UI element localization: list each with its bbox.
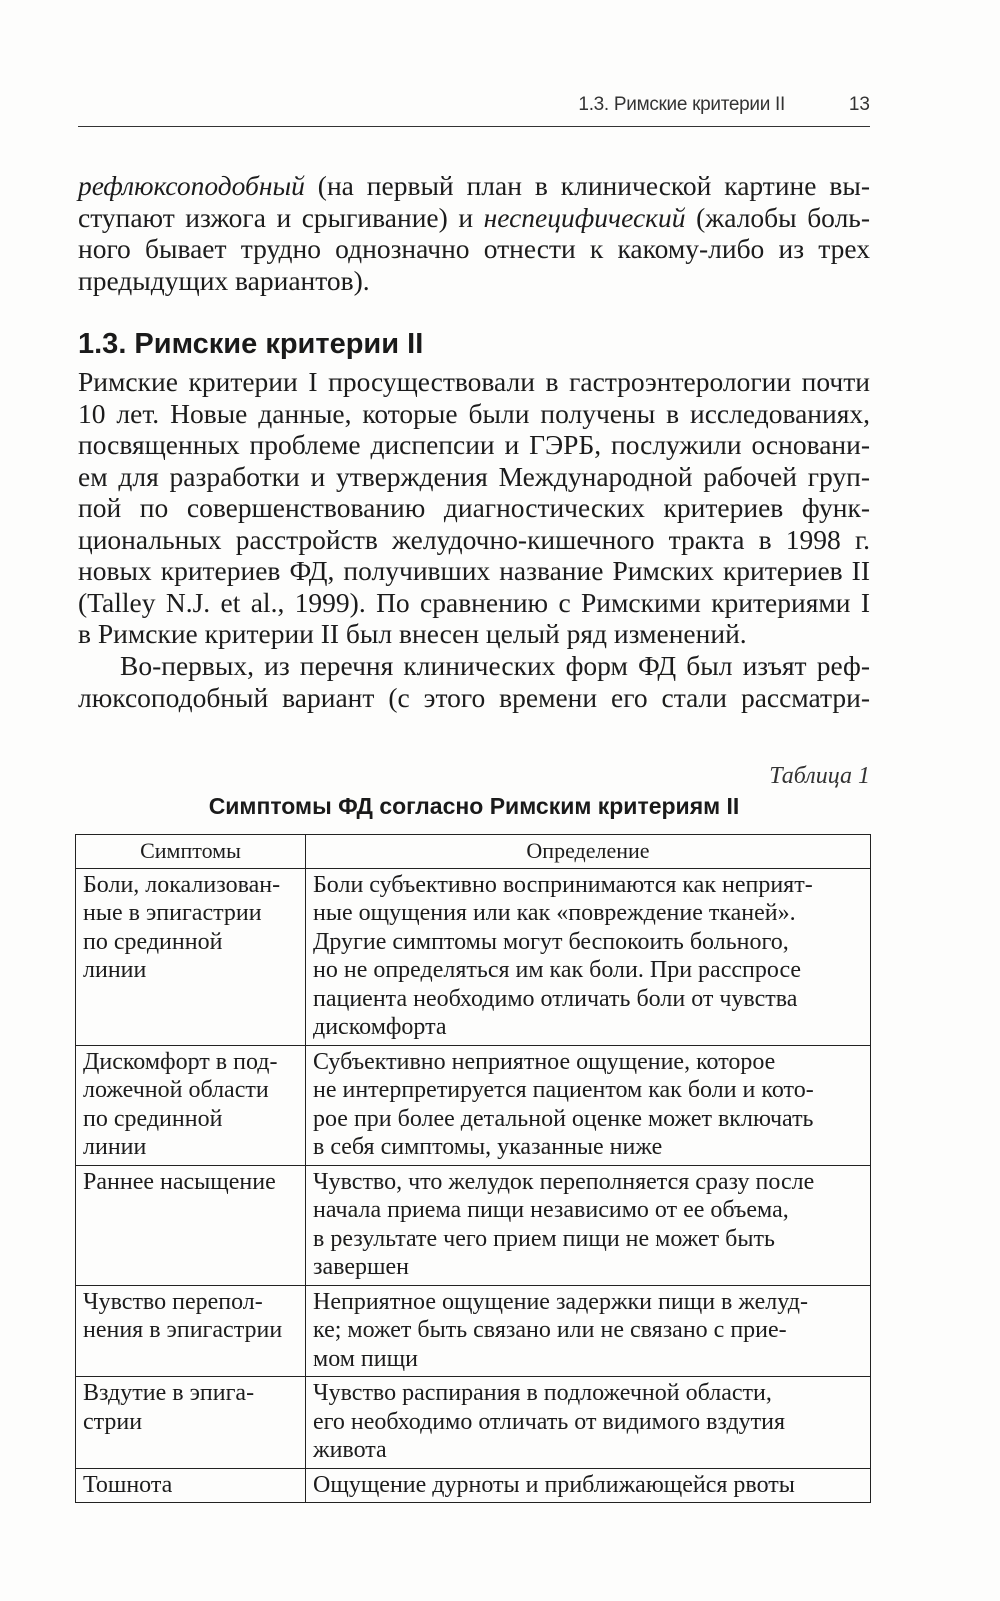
cell-line: Чувство распирания в подложечной области,: [313, 1380, 772, 1406]
cell-line: линии: [83, 1134, 147, 1160]
cell-line: по срединной: [83, 928, 223, 955]
text-line: люксоподобный вариант (с этого времени его стали рассматри-: [78, 681, 870, 713]
cell-line: живота: [313, 1437, 387, 1463]
cell-line: по срединной: [83, 1105, 223, 1132]
cell-line: нения в эпигастрии: [83, 1317, 283, 1343]
symptom-cell: [76, 1165, 306, 1285]
table-title: Симптомы ФД согласно Римским критериям II: [208, 793, 740, 819]
cell-line: ложечной области: [83, 1077, 269, 1103]
cell-line: линии: [83, 957, 147, 983]
cell-line: завершен: [313, 1254, 409, 1280]
table-row: [76, 1045, 871, 1165]
text-line: предыдущих вариантов).: [78, 264, 370, 296]
table-label: Таблица 1: [769, 763, 870, 789]
cell-line: не интерпретируется пациентом как боли и кото-: [313, 1077, 814, 1103]
definition-cell: [306, 1285, 871, 1377]
symptom-cell: [76, 1377, 306, 1469]
text-line: новых критериев ФД, получивших название Римских критериев II: [78, 555, 870, 586]
cell-line: Боли, локализован-: [83, 871, 281, 898]
text-run: (жалобы боль-: [685, 201, 870, 233]
definition-cell: [306, 1468, 871, 1503]
definition-cell: [306, 868, 871, 1045]
cell-line: начала приема пищи независимо от ее объема,: [313, 1197, 789, 1223]
body-paragraph: [78, 650, 870, 713]
intro-paragraph: [78, 170, 870, 296]
column-header: Симптомы: [76, 835, 306, 869]
cell-line: Дискомфорт в под-: [83, 1048, 278, 1075]
text-line: (Talley N.J. et al., 1999). По сравнению с Римскими критериями I: [78, 586, 870, 618]
cell-line: в себя симптомы, указанные ниже: [313, 1134, 663, 1160]
cell-line: дискомфорта: [313, 1014, 447, 1040]
definition-cell: [306, 1045, 871, 1165]
text-line: циональных расстройств желудочно-кишечного тракта в 1998 г.: [78, 523, 870, 555]
text-line: 10 лет. Новые данные, которые были получены в исследованиях,: [78, 397, 870, 429]
column-header: Определение: [306, 835, 871, 869]
symptom-cell: [76, 868, 306, 1045]
text-line: Во-первых, из перечня клинических форм ФД был изъят реф-: [120, 650, 870, 681]
symptom-cell: [76, 1285, 306, 1377]
cell-line: рое при более детальной оценке может включать: [313, 1105, 814, 1132]
text-line: ного бывает трудно однозначно отнести к какому-либо из трех: [78, 233, 870, 264]
definition-cell: [306, 1377, 871, 1469]
table-row: [76, 1285, 871, 1377]
cell-line: но не определяться им как боли. При расспросе: [313, 957, 802, 983]
cell-line: Другие симптомы могут беспокоить больного,: [313, 928, 789, 955]
text-line: ем для разработки и утверждения Международной рабочей груп-: [78, 460, 870, 492]
cell-line: Неприятное ощущение задержки пищи в желуд-: [313, 1288, 808, 1315]
text-line: [78, 170, 870, 202]
cell-line: в результате чего прием пищи не может быть: [313, 1225, 775, 1252]
text-line: Римские критерии I просуществовали в гастроэнтерологии почти: [78, 366, 870, 397]
cell-line: ные в эпигастрии: [83, 900, 262, 926]
text-run: ступают изжога и срыгивание) и: [78, 201, 484, 233]
cell-line: Субъективно неприятное ощущение, которое: [313, 1048, 776, 1075]
cell-line: пациента необходимо отличать боли от чувства: [313, 985, 798, 1012]
cell-line: ке; может быть связано или не связано с прие-: [313, 1317, 787, 1343]
text-line: пой по совершенствованию диагностических критериев функ-: [78, 492, 870, 523]
cell-line: мом пищи: [313, 1345, 418, 1372]
book-page: [78, 0, 870, 1601]
page-number: 13: [848, 94, 870, 115]
table-row: [76, 1468, 871, 1503]
table-row: [76, 1165, 871, 1285]
text-line: посвященных проблеме диспепсии и ГЭРБ, послужили основани-: [78, 429, 870, 460]
symptoms-table: [75, 834, 871, 1503]
cell-line: Раннее насыщение: [83, 1168, 276, 1195]
section-heading: 1.3. Римские критерии II: [78, 328, 424, 360]
cell-line: Чувство, что желудок переполняется сразу после: [313, 1168, 815, 1195]
definition-cell: [306, 1165, 871, 1285]
cell-line: Вздутие в эпига-: [83, 1380, 255, 1406]
text-line: в Римские критерии II был внесен целый ряд изменений.: [78, 618, 747, 649]
symptom-cell: [76, 1045, 306, 1165]
table-row: [76, 1377, 871, 1469]
italic-term: рефлюксоподобный: [78, 170, 305, 201]
running-head: [78, 92, 870, 127]
cell-line: ные ощущения или как «повреждение тканей».: [313, 900, 796, 926]
cell-line: стрии: [83, 1408, 143, 1435]
symptom-cell: [76, 1468, 306, 1503]
table-header-row: [76, 835, 871, 869]
body-paragraph: [78, 366, 870, 650]
running-head-title: 1.3. Римские критерии II: [578, 94, 785, 115]
cell-line: Ощущение дурноты и приближающейся рвоты: [313, 1471, 795, 1498]
cell-line: Тошнота: [83, 1471, 173, 1498]
text-run: (на первый план в клинической картине вы-: [304, 170, 870, 201]
cell-line: его необходимо отличать от видимого вздутия: [313, 1408, 786, 1435]
italic-term: неспецифический: [483, 201, 686, 233]
text-line: [78, 202, 870, 234]
cell-line: Боли субъективно воспринимаются как неприят-: [313, 871, 813, 898]
cell-line: Чувство перепол-: [83, 1288, 263, 1315]
table-row: [76, 868, 871, 1045]
